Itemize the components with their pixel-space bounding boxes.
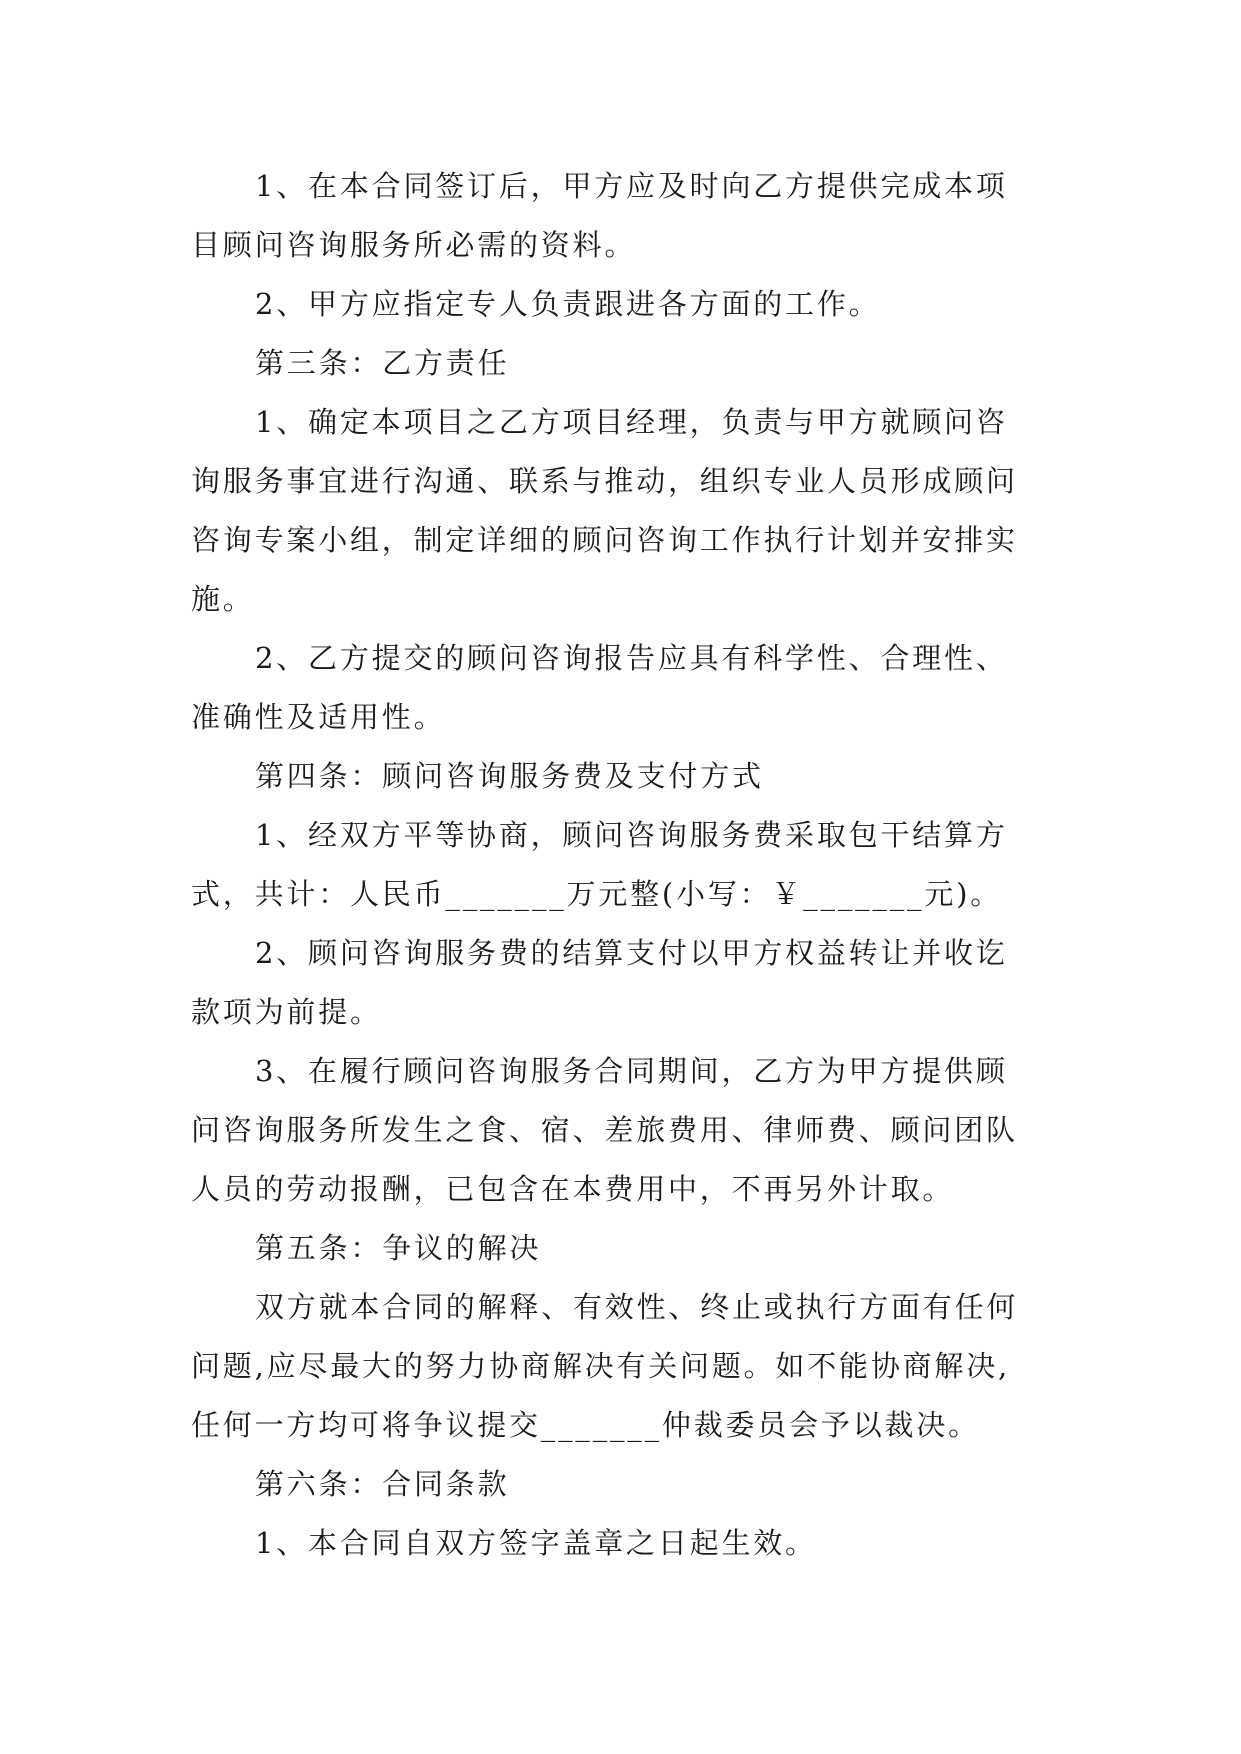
text-line: 咨询专案小组，制定详细的顾问咨询工作执行计划并安排实 xyxy=(191,523,1018,557)
document-body xyxy=(191,157,1051,1573)
text-line: 第六条：合同条款 xyxy=(255,1467,510,1501)
text-line: 第四条：顾问咨询服务费及支付方式 xyxy=(255,759,764,793)
text-line: 准确性及适用性。 xyxy=(191,700,446,734)
text-line: 款项为前提。 xyxy=(191,995,382,1029)
text-line: 双方就本合同的解释、有效性、终止或执行方面有任何 xyxy=(255,1290,1019,1324)
text-line: 2、顾问咨询服务费的结算支付以甲方权益转让并收讫 xyxy=(255,936,1008,970)
text-line: 任何一方均可将争议提交_______仲裁委员会予以裁决。 xyxy=(191,1408,980,1442)
text-line: 3、在履行顾问咨询服务合同期间，乙方为甲方提供顾 xyxy=(255,1054,1008,1088)
text-line: 询服务事宜进行沟通、联系与推动，组织专业人员形成顾问 xyxy=(191,464,1018,498)
text-line: 第三条：乙方责任 xyxy=(255,346,510,380)
text-line: 目顾问咨询服务所必需的资料。 xyxy=(191,228,637,262)
text-line: 施。 xyxy=(191,582,255,616)
text-line: 1、确定本项目之乙方项目经理，负责与甲方就顾问咨 xyxy=(255,405,1008,439)
text-line: 1、本合同自双方签字盖章之日起生效。 xyxy=(255,1526,817,1560)
text-line: 1、经双方平等协商，顾问咨询服务费采取包干结算方 xyxy=(255,818,1008,852)
text-line: 1、在本合同签订后，甲方应及时向乙方提供完成本项 xyxy=(255,169,1008,203)
text-line: 2、甲方应指定专人负责跟进各方面的工作。 xyxy=(255,287,881,321)
text-line: 问题,应尽最大的努力协商解决有关问题。如不能协商解决, xyxy=(191,1349,1011,1383)
text-line: 人员的劳动报酬，已包含在本费用中，不再另外计取。 xyxy=(191,1172,955,1206)
text-line: 问咨询服务所发生之食、宿、差旅费用、律师费、顾问团队 xyxy=(191,1113,1018,1147)
text-line: 式，共计：人民币_______万元整(小写：￥_______元)。 xyxy=(191,877,1003,911)
text-line: 2、乙方提交的顾问咨询报告应具有科学性、合理性、 xyxy=(255,641,1008,675)
text-line: 第五条：争议的解决 xyxy=(255,1231,542,1265)
